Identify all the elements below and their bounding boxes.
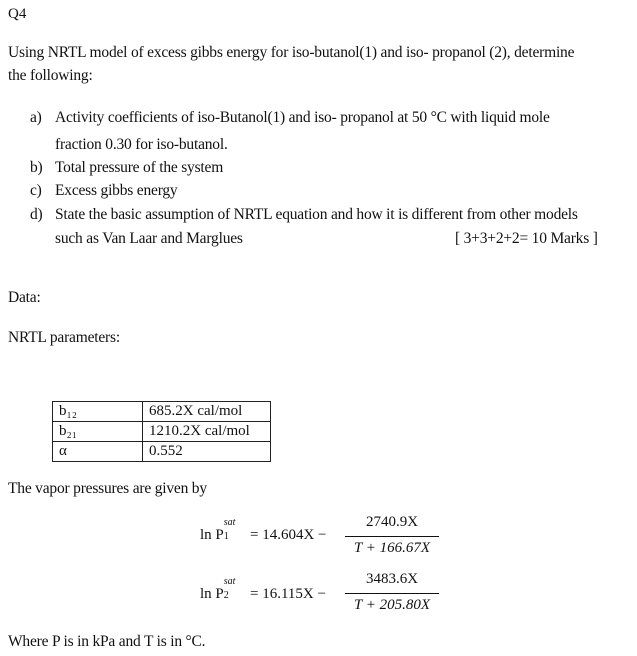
- parameter-symbol: b₂₁: [53, 422, 143, 442]
- parameter-value: 685.2X cal/mol: [143, 402, 271, 422]
- equation-1-subscript: 1: [223, 531, 229, 542]
- units-note: Where P is in kPa and T is in °C.: [8, 633, 206, 650]
- item-b-text: Total pressure of the system: [55, 159, 224, 176]
- item-a-marker: a): [30, 109, 42, 126]
- parameter-value: 1210.2X cal/mol: [143, 422, 271, 442]
- equation-2-denominator: T + 205.80X: [353, 597, 431, 613]
- equation-2-lhs: [200, 576, 246, 603]
- equation-2-ln: ln P: [200, 586, 224, 602]
- table-row: [53, 442, 271, 462]
- equation-1-ln: ln P: [200, 527, 224, 543]
- marks-allocation: [ 3+3+2+2= 10 Marks ]: [455, 230, 598, 247]
- equation-1-fraction-bar: [345, 536, 439, 537]
- data-label: Data:: [8, 289, 41, 306]
- table-row: [53, 402, 271, 422]
- intro-line-2: the following:: [8, 67, 93, 84]
- equation-1-numerator: 2740.9X: [365, 514, 419, 530]
- item-c-text: Excess gibbs energy: [55, 182, 178, 199]
- equation-2-superscript: sat: [223, 576, 236, 587]
- item-a-text-line-1: Activity coefficients of iso-Butanol(1) and iso- propanol at 50 °C with liquid mole: [55, 109, 550, 126]
- equation-1-lhs: [200, 517, 246, 544]
- item-b-marker: b): [30, 159, 43, 176]
- item-d-text-line-2: such as Van Laar and Marglues: [55, 230, 243, 247]
- item-c-marker: c): [30, 182, 42, 199]
- nrtl-parameters-label: NRTL parameters:: [8, 329, 120, 346]
- equation-1-superscript: sat: [223, 517, 236, 528]
- item-a-text-line-2: fraction 0.30 for iso-butanol.: [55, 136, 228, 153]
- equation-1-rhs: = 14.604X −: [250, 527, 327, 543]
- question-number: Q4: [8, 6, 27, 22]
- equation-1-denominator: T + 166.67X: [353, 540, 431, 556]
- vapor-pressure-intro: The vapor pressures are given by: [8, 480, 207, 497]
- parameter-symbol: α: [53, 442, 143, 462]
- equation-2-rhs: = 16.115X −: [250, 586, 326, 602]
- intro-line-1: Using NRTL model of excess gibbs energy for iso-butanol(1) and iso- propanol (2), determine: [8, 44, 575, 61]
- table-row: [53, 422, 271, 442]
- equation-2-subscript: 2: [223, 590, 229, 601]
- equation-2-fraction-bar: [345, 593, 439, 594]
- nrtl-parameters-table: [52, 401, 271, 462]
- item-d-text-line-1: State the basic assumption of NRTL equation and how it is different from other models: [55, 206, 578, 223]
- equation-2-numerator: 3483.6X: [365, 571, 419, 587]
- parameter-symbol: b₁₂: [53, 402, 143, 422]
- parameter-value: 0.552: [143, 442, 271, 462]
- item-d-marker: d): [30, 206, 43, 223]
